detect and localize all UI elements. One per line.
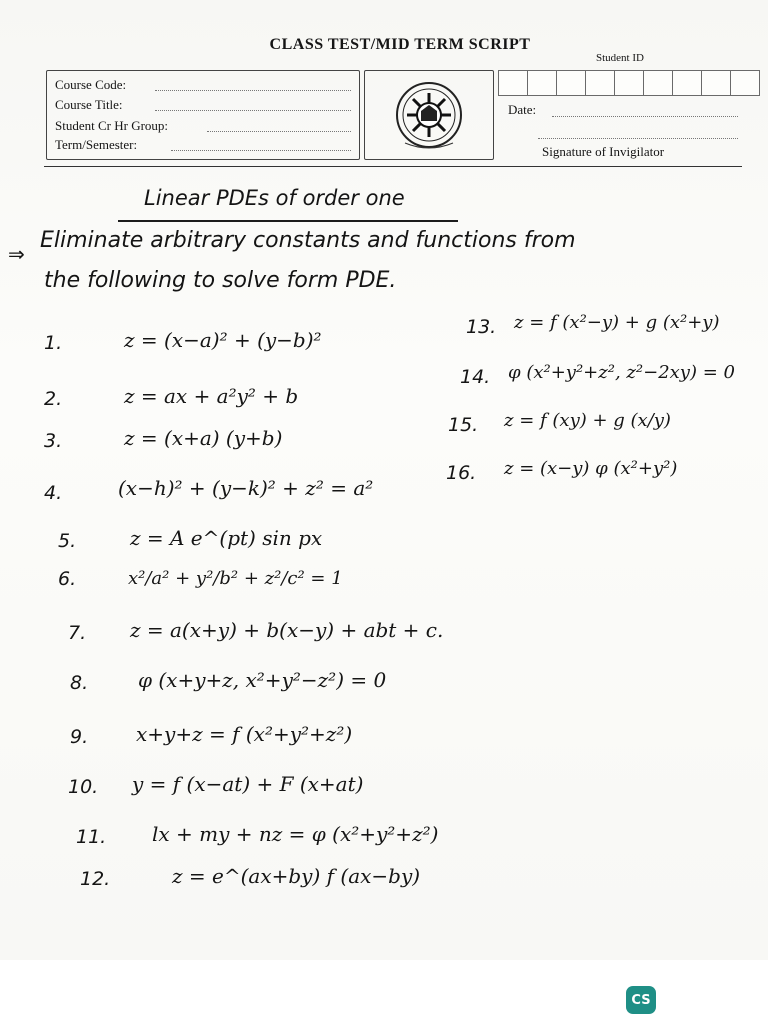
id-digit-box: [498, 70, 528, 96]
problem-number: 2.: [44, 388, 63, 410]
id-digit-box: [672, 70, 702, 96]
id-digit-box: [614, 70, 644, 96]
course-title-row: [55, 97, 123, 113]
id-digit-box: [556, 70, 586, 96]
term-semester-row: [55, 137, 137, 153]
problem-equation: z = (x−y) φ (x²+y²): [504, 458, 678, 479]
problem-equation: x²/a² + y²/b² + z²/c² = 1: [128, 568, 343, 589]
problem-number: 7.: [68, 622, 87, 644]
problem-equation: z = f (xy) + g (x/y): [504, 410, 671, 431]
topic-underline: [118, 220, 458, 222]
student-id-label: Student ID: [596, 52, 644, 64]
problem-number: 9.: [70, 726, 89, 748]
problem-equation: (x−h)² + (y−k)² + z² = a²: [118, 476, 374, 500]
problem-number: 13.: [466, 316, 497, 338]
date-line: [552, 116, 738, 117]
problem-equation: z = (x+a) (y+b): [124, 426, 283, 450]
id-digit-box: [585, 70, 615, 96]
problem-number: 5.: [58, 530, 77, 552]
problem-number: 6.: [58, 568, 77, 590]
date-label: Date:: [508, 102, 537, 117]
problem-equation: φ (x+y+z, x²+y²−z²) = 0: [138, 668, 387, 692]
problem-number: 8.: [70, 672, 89, 694]
term-semester-line: [171, 150, 351, 151]
problem-equation: z = ax + a²y² + b: [124, 384, 299, 408]
script-title: CLASS TEST/MID TERM SCRIPT: [269, 36, 531, 53]
id-digit-box: [527, 70, 557, 96]
problem-number: 11.: [76, 826, 107, 848]
problem-equation: z = f (x²−y) + g (x²+y): [514, 312, 720, 333]
problem-equation: φ (x²+y²+z², z²−2xy) = 0: [508, 362, 735, 383]
id-digit-box: [701, 70, 731, 96]
problem-number: 1.: [44, 332, 63, 354]
university-logo-box: [364, 70, 494, 160]
id-digit-box: [643, 70, 673, 96]
course-title-label: Course Title:: [55, 97, 123, 112]
problem-equation: z = A e^(pt) sin px: [130, 526, 323, 550]
problem-number: 3.: [44, 430, 63, 452]
cr-hr-group-line: [207, 131, 351, 132]
problem-equation: z = (x−a)² + (y−b)²: [124, 328, 322, 352]
cr-hr-group-row: [55, 118, 168, 134]
signature-label: Signature of Invigilator: [542, 144, 665, 159]
cr-hr-group-label: Student Cr Hr Group:: [55, 118, 169, 133]
problem-number: 15.: [448, 414, 479, 436]
university-seal-icon: [365, 71, 493, 159]
problem-number: 12.: [80, 868, 111, 890]
problem-equation: z = a(x+y) + b(x−y) + abt + c.: [130, 618, 444, 642]
problem-number: 4.: [44, 482, 63, 504]
problem-number: 10.: [68, 776, 99, 798]
problem-equation: x+y+z = f (x²+y²+z²): [136, 722, 353, 746]
problem-number: 16.: [446, 462, 477, 484]
course-code-label: Course Code:: [55, 77, 127, 92]
camscanner-logo-icon: CS: [626, 986, 656, 1014]
course-info-box: [46, 70, 360, 160]
course-code-line: [155, 90, 351, 91]
term-semester-label: Term/Semester:: [55, 137, 138, 152]
problem-equation: y = f (x−at) + F (x+at): [132, 772, 364, 796]
signature-line: [538, 138, 738, 139]
topic-heading: Linear PDEs of order one: [144, 186, 405, 210]
problem-number: 14.: [460, 366, 491, 388]
problem-equation: lx + my + nz = φ (x²+y²+z²): [152, 822, 439, 846]
course-title-line: [155, 110, 351, 111]
student-id-boxes: [498, 70, 759, 96]
implies-arrow-icon: ⇒: [8, 242, 25, 266]
header-divider: [44, 166, 742, 167]
course-code-row: [55, 77, 126, 93]
instruction-line-2: the following to solve form PDE.: [44, 268, 397, 293]
id-digit-box: [730, 70, 760, 96]
instruction-line-1: Eliminate arbitrary constants and functions from: [40, 228, 576, 253]
problem-equation: z = e^(ax+by) f (ax−by): [172, 864, 421, 888]
